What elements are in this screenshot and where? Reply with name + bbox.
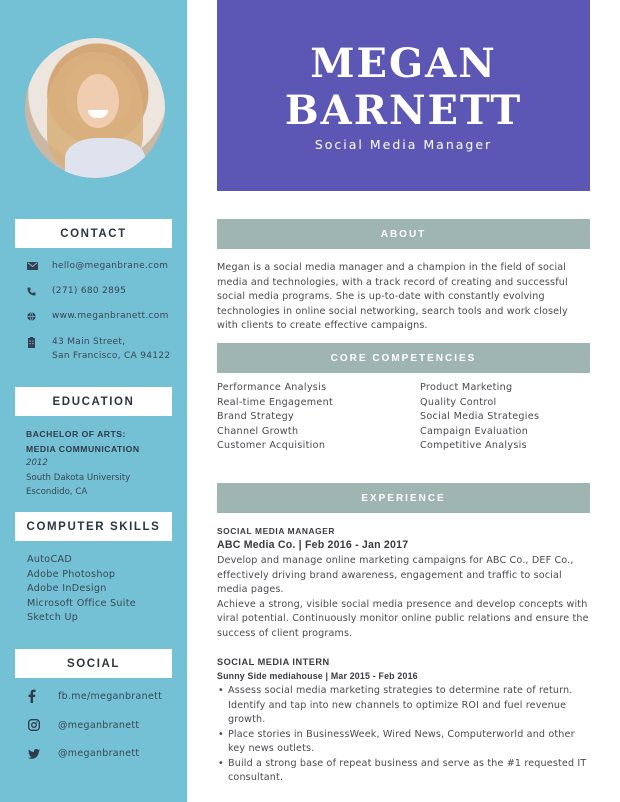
- job-bullets: [217, 684, 589, 786]
- education-block: [26, 427, 140, 500]
- experience-heading: EXPERIENCE: [217, 483, 590, 513]
- instagram-text: @meganbranett: [58, 719, 140, 731]
- phone-icon: [27, 284, 52, 298]
- degree-line2: MEDIA COMMUNICATION: [26, 443, 140, 454]
- skill-item: Microsoft Office Suite: [27, 597, 137, 609]
- job-description: Develop and manage online marketing campaigns for ABC Co., DEF Co., effectively driving brand awareness, engagement and traffic to social media pages.: [217, 555, 574, 595]
- job-company-dates: ABC Media Co. | Feb 2016 - Jan 2017: [217, 539, 409, 551]
- social-heading: SOCIAL: [15, 649, 172, 678]
- first-name: MEGAN: [310, 40, 497, 87]
- about-text: Megan is a social media manager and a champion in the field of social media and technologies, with a track record of creating and successful social media programs. She is up-to-date with constantly evolving technologies in online social networking, search tools and work closely with clients to create effective campaigns.: [217, 262, 568, 331]
- computer-skills-heading: COMPUTER SKILLS: [15, 512, 172, 541]
- building-icon: [27, 335, 52, 349]
- contact-heading: CONTACT: [15, 219, 172, 248]
- contact-website[interactable]: [27, 309, 169, 323]
- competency-item: Customer Acquisition: [217, 440, 326, 451]
- social-instagram[interactable]: [28, 719, 139, 731]
- skill-item: Adobe Photoshop: [27, 568, 116, 580]
- skill-item: Adobe InDesign: [27, 583, 107, 594]
- job-entry: [217, 657, 589, 786]
- competencies-right-column: [420, 381, 539, 454]
- instagram-icon: [28, 719, 58, 731]
- competency-item: Quality Control: [420, 396, 497, 408]
- contact-address: [27, 335, 170, 363]
- education-heading: EDUCATION: [15, 387, 172, 416]
- competencies-heading: CORE COMPETENCIES: [217, 343, 590, 373]
- computer-skills-list: [27, 553, 136, 626]
- competency-item: Performance Analysis: [217, 382, 327, 393]
- last-name: BARNETT: [284, 87, 523, 134]
- job-description: Achieve a strong, visible social media presence and develop concepts with viral potential. Continuously monitor online public relations and ensure the success of client programs.: [217, 598, 589, 639]
- competencies-left-column: [217, 381, 333, 454]
- competency-item: Campaign Evaluation: [420, 425, 529, 437]
- job-bullet: • Assess social media marketing strategies to determine rate of return. Identify and tap into new channels to optimize ROI and fuel revenue growth.: [217, 684, 589, 728]
- phone-text: (271) 680 2895: [52, 286, 127, 296]
- photo-face-shape: [77, 74, 119, 128]
- degree-line1: BACHELOR OF ARTS:: [26, 429, 126, 439]
- twitter-text: @meganbranett: [58, 748, 140, 759]
- twitter-icon: [28, 749, 58, 759]
- about-heading: ABOUT: [217, 219, 590, 249]
- social-facebook[interactable]: [28, 689, 162, 703]
- globe-icon: [27, 309, 52, 323]
- sidebar: [0, 0, 187, 802]
- competency-item: Brand Strategy: [217, 411, 294, 422]
- job-role: SOCIAL MEDIA INTERN: [217, 657, 330, 667]
- competency-item: Competitive Analysis: [420, 440, 527, 451]
- job-role: SOCIAL MEDIA MANAGER: [217, 526, 336, 536]
- name-header: [217, 0, 590, 191]
- photo-shirt-shape: [65, 138, 145, 178]
- website-text: www.meganbranett.com: [52, 311, 169, 321]
- job-bullet: • Place stories in BusinessWeek, Wired News, Computerworld and other key news outlets.: [217, 728, 589, 757]
- address-line1: 43 Main Street,: [52, 337, 126, 347]
- competency-item: Social Media Strategies: [420, 411, 540, 422]
- profile-photo: [25, 38, 165, 178]
- job-company-dates: Sunny Side mediahouse | Mar 2015 - Feb 2016: [217, 671, 418, 681]
- job-bullet: • Build a strong base of repeat business and serve as the #1 requested IT consultant.: [217, 757, 589, 786]
- email-text: hello@meganbrane.com: [52, 261, 169, 271]
- skill-item: AutoCAD: [27, 554, 73, 565]
- competency-item: Real-time Engagement: [217, 396, 334, 408]
- facebook-icon: [28, 689, 58, 703]
- address-block: [52, 335, 170, 363]
- competency-item: Channel Growth: [217, 425, 299, 437]
- job-entry: [217, 526, 589, 641]
- skill-item: Sketch Up: [27, 612, 79, 623]
- contact-phone[interactable]: [27, 284, 126, 298]
- full-name: [217, 40, 590, 134]
- education-school: South Dakota University: [26, 472, 131, 483]
- education-location: Escondido, CA: [26, 487, 88, 497]
- address-line2: San Francisco, CA 94122: [52, 351, 171, 361]
- job-title: Social Media Manager: [314, 137, 493, 152]
- contact-email[interactable]: [27, 259, 168, 273]
- facebook-text: fb.me/meganbranett: [58, 690, 163, 702]
- competency-item: Product Marketing: [420, 382, 513, 393]
- education-year: 2012: [26, 458, 48, 468]
- envelope-icon: [27, 259, 52, 273]
- social-twitter[interactable]: [28, 748, 139, 759]
